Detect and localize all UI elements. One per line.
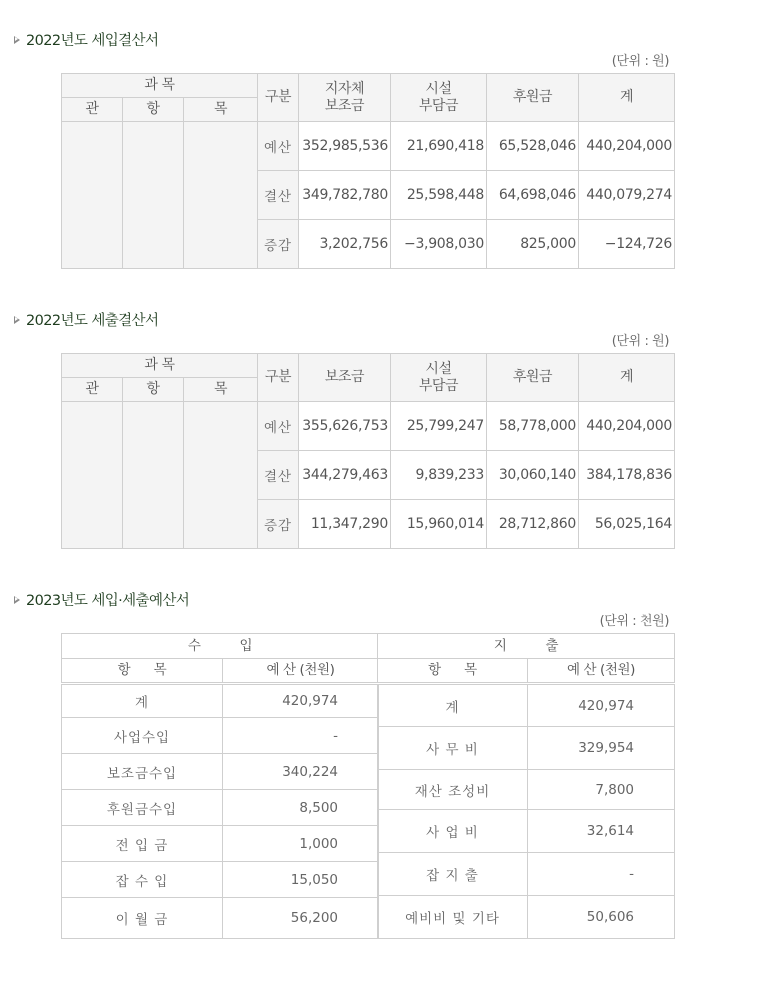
hang-header: 항 <box>123 98 184 122</box>
total-header: 계 <box>579 74 675 122</box>
income-budget-table <box>61 633 379 939</box>
row-label: 예산 <box>258 402 299 451</box>
item-header: 항 목 <box>378 659 528 684</box>
item-name: 전 입 금 <box>62 826 223 862</box>
header-line: 시설 <box>425 80 452 97</box>
item-value: 340,224 <box>223 754 379 790</box>
value-cell: 65,528,046 <box>487 122 579 171</box>
total-cell: 440,204,000 <box>579 402 675 451</box>
value-cell: 344,279,463 <box>299 451 391 500</box>
value-cell: 825,000 <box>487 220 579 269</box>
table-row <box>62 684 379 718</box>
item-value: 56,200 <box>223 898 379 939</box>
budget-2023-unit: (단위 : 천원) <box>599 614 669 629</box>
total-cell: −124,726 <box>579 220 675 269</box>
item-name: 예비비 및 기타 <box>378 896 528 939</box>
value-cell: 349,782,780 <box>299 171 391 220</box>
budget-header: 예 산 (천원) <box>223 659 379 684</box>
item-value: 50,606 <box>528 896 675 939</box>
value-cell: 352,985,536 <box>299 122 391 171</box>
total-cell: 440,079,274 <box>579 171 675 220</box>
item-value: 7,800 <box>528 770 675 810</box>
item-name: 후원금수입 <box>62 790 223 826</box>
expense-header: 지 출 <box>378 634 675 659</box>
table-row <box>62 754 379 790</box>
item-value: 1,000 <box>223 826 379 862</box>
budget-2023-title <box>14 589 189 610</box>
donation-header: 후원금 <box>487 354 579 402</box>
subsidy-header: 보조금 <box>299 354 391 402</box>
triangle-bullet-icon <box>14 596 20 604</box>
value-cell: 25,799,247 <box>391 402 487 451</box>
expense-settlement-title <box>14 309 158 330</box>
item-value: 329,954 <box>528 727 675 770</box>
header-line: 보조금 <box>324 97 365 114</box>
mok-cell <box>184 122 258 269</box>
subject-header: 과 목 <box>62 74 258 98</box>
expense-budget-table <box>377 633 675 939</box>
table-row <box>62 898 379 939</box>
revenue-settlement-table <box>61 73 675 269</box>
subject-header: 과 목 <box>62 354 258 378</box>
total-cell: 384,178,836 <box>579 451 675 500</box>
table-row <box>62 826 379 862</box>
value-cell: 15,960,014 <box>391 500 487 549</box>
category-header: 구분 <box>258 74 299 122</box>
income-header: 수 입 <box>62 634 379 659</box>
item-name: 이 월 금 <box>62 898 223 939</box>
item-value: 420,974 <box>223 684 379 718</box>
triangle-bullet-icon <box>14 36 20 44</box>
value-cell: 3,202,756 <box>299 220 391 269</box>
item-value: 420,974 <box>528 684 675 727</box>
value-cell: 64,698,046 <box>487 171 579 220</box>
revenue-settlement-title-text: 2022년도 세입결산서 <box>26 33 159 49</box>
expense-settlement-table <box>61 353 675 549</box>
mok-header: 목 <box>184 98 258 122</box>
hang-cell <box>123 122 184 269</box>
item-value: 8,500 <box>223 790 379 826</box>
table-row <box>378 896 675 939</box>
row-label: 결산 <box>258 171 299 220</box>
item-name: 계 <box>62 684 223 718</box>
item-name: 보조금수입 <box>62 754 223 790</box>
expense-settlement-unit: (단위 : 원) <box>611 334 669 349</box>
table-row <box>378 853 675 896</box>
table-row <box>378 770 675 810</box>
hang-header: 항 <box>123 378 184 402</box>
row-label: 예산 <box>258 122 299 171</box>
item-value: - <box>223 718 379 754</box>
header-line: 부담금 <box>418 97 459 114</box>
gwan-cell <box>62 402 123 549</box>
item-header: 항 목 <box>62 659 223 684</box>
value-cell: 21,690,418 <box>391 122 487 171</box>
item-value: 32,614 <box>528 810 675 853</box>
value-cell: 30,060,140 <box>487 451 579 500</box>
row-label: 증감 <box>258 220 299 269</box>
value-cell: 25,598,448 <box>391 171 487 220</box>
value-cell: 9,839,233 <box>391 451 487 500</box>
value-cell: 355,626,753 <box>299 402 391 451</box>
header-line: 시설 <box>425 360 452 377</box>
row-label: 결산 <box>258 451 299 500</box>
item-name: 사 무 비 <box>378 727 528 770</box>
value-cell: −3,908,030 <box>391 220 487 269</box>
table-row <box>62 862 379 898</box>
header-line: 지자체 <box>324 80 365 97</box>
revenue-settlement-unit: (단위 : 원) <box>611 54 669 69</box>
category-header: 구분 <box>258 354 299 402</box>
item-name: 잡 지 출 <box>378 853 528 896</box>
item-name: 사업수입 <box>62 718 223 754</box>
table-row <box>62 790 379 826</box>
table-row <box>378 810 675 853</box>
item-name: 재산 조성비 <box>378 770 528 810</box>
gwan-cell <box>62 122 123 269</box>
donation-header: 후원금 <box>487 74 579 122</box>
facility-charge-header <box>391 74 487 122</box>
revenue-settlement-title <box>14 29 158 50</box>
item-name: 잡 수 입 <box>62 862 223 898</box>
local-subsidy-header <box>299 74 391 122</box>
table-row <box>378 727 675 770</box>
item-value: - <box>528 853 675 896</box>
value-cell: 11,347,290 <box>299 500 391 549</box>
gwan-header: 관 <box>62 98 123 122</box>
facility-charge-header <box>391 354 487 402</box>
budget-2023-title-text: 2023년도 세입·세출예산서 <box>26 593 190 609</box>
triangle-bullet-icon <box>14 316 20 324</box>
gwan-header: 관 <box>62 378 123 402</box>
total-header: 계 <box>579 354 675 402</box>
budget-header: 예 산 (천원) <box>528 659 675 684</box>
table-row <box>62 122 675 171</box>
table-row <box>62 402 675 451</box>
mok-cell <box>184 402 258 549</box>
expense-settlement-title-text: 2022년도 세출결산서 <box>26 313 159 329</box>
hang-cell <box>123 402 184 549</box>
item-value: 15,050 <box>223 862 379 898</box>
mok-header: 목 <box>184 378 258 402</box>
table-row <box>62 718 379 754</box>
total-cell: 440,204,000 <box>579 122 675 171</box>
value-cell: 28,712,860 <box>487 500 579 549</box>
row-label: 증감 <box>258 500 299 549</box>
header-line: 부담금 <box>418 377 459 394</box>
total-cell: 56,025,164 <box>579 500 675 549</box>
item-name: 사 업 비 <box>378 810 528 853</box>
table-row <box>378 684 675 727</box>
item-name: 계 <box>378 684 528 727</box>
value-cell: 58,778,000 <box>487 402 579 451</box>
